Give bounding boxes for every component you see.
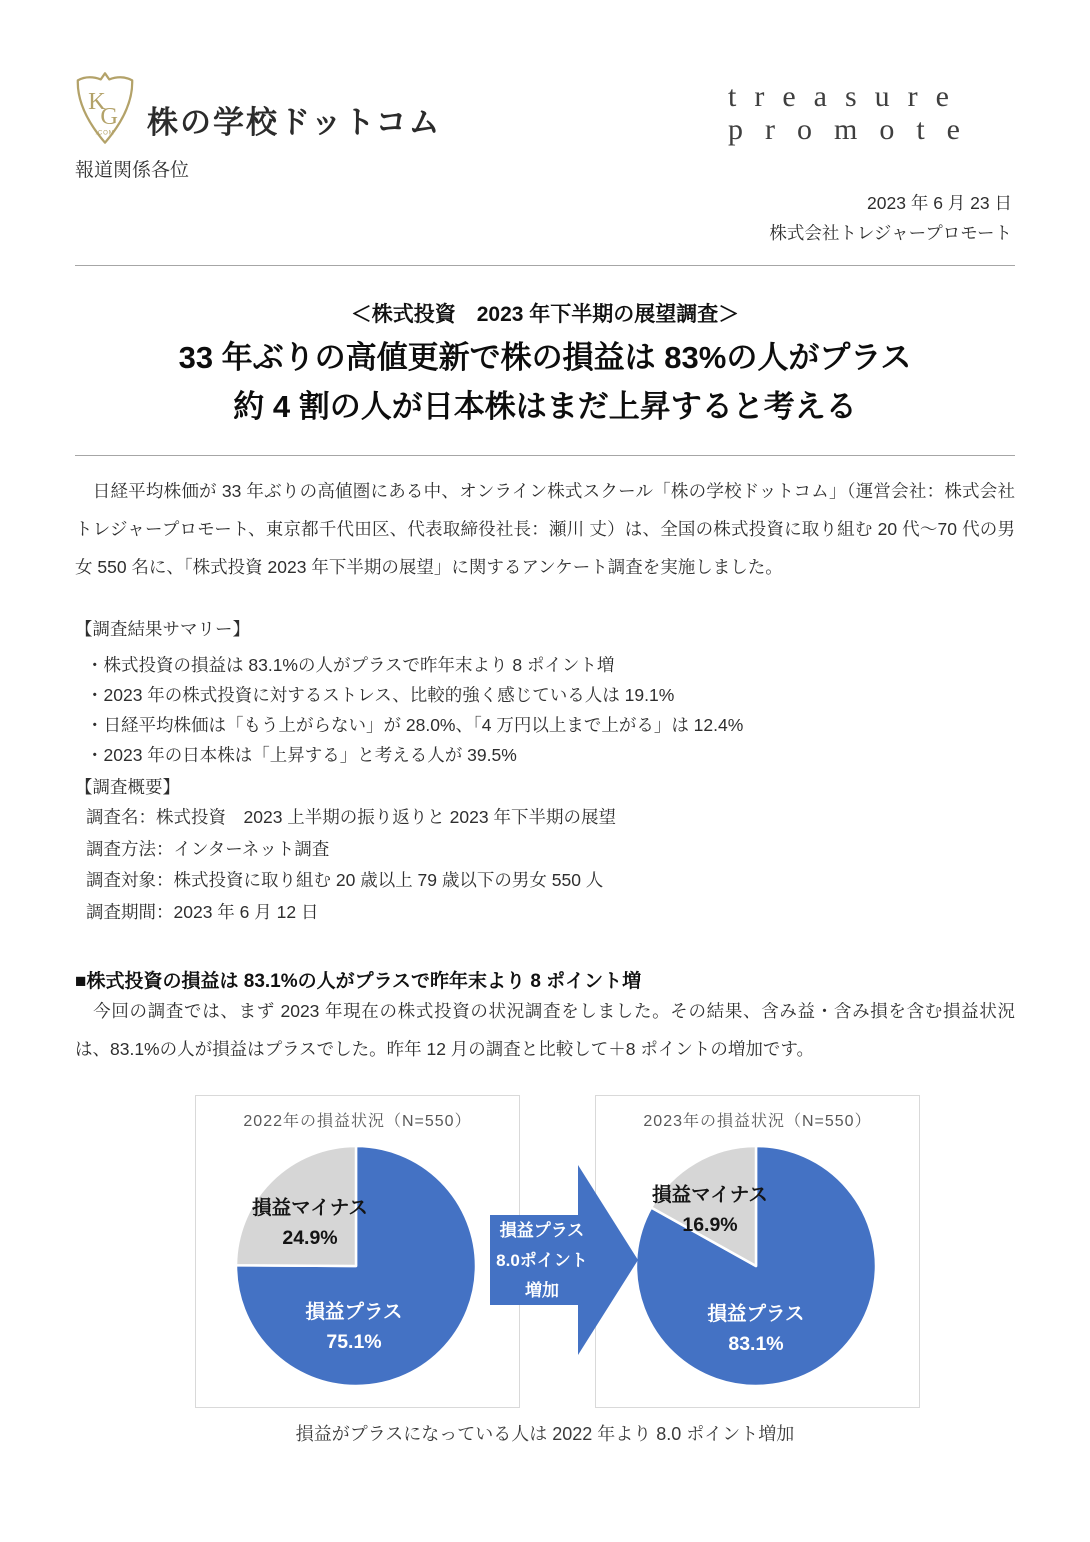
summary-item: ・2023 年の日本株は「上昇する」と考える人が 39.5% bbox=[86, 745, 517, 765]
section-paragraph: 今回の調査では、まず 2023 年現在の株式投資の状況調査をしました。その結果、含み益・含み損を含む損益状況は、83.1%の人が損益はプラスでした。昨年 12 月の調査と比較して＋8 ポイントの増加です。 bbox=[75, 1001, 1015, 1059]
slice-label-plus-2023 bbox=[708, 1299, 805, 1359]
headline-line1: 33 年ぶりの高値更新で株の損益は 83%の人がプラス bbox=[178, 340, 912, 375]
kg-shield-icon bbox=[75, 70, 135, 146]
arrow-text bbox=[493, 1163, 591, 1358]
slice-label-text: 損益マイナス bbox=[252, 1197, 368, 1219]
overview-item: 調査対象：株式投資に取り組む 20 歳以上 79 歳以下の男女 550 人 bbox=[86, 870, 604, 890]
slice-label-minus-2022 bbox=[252, 1193, 368, 1253]
svg-text:G: G bbox=[100, 102, 118, 130]
increase-arrow bbox=[490, 1163, 640, 1358]
svg-text:K: K bbox=[88, 87, 106, 115]
section-heading: ■株式投資の損益は 83.1%の人がプラスで昨年末より 8 ポイント増 bbox=[75, 971, 642, 992]
charts-row bbox=[75, 1095, 1015, 1407]
overview-item: 調査名：株式投資 2023 上半期の振り返りと 2023 年下半期の展望 bbox=[86, 807, 616, 827]
headline-line2: 約 4 割の人が日本株はまだ上昇すると考える bbox=[233, 389, 857, 424]
intro-paragraph: 日経平均株価が 33 年ぶりの高値圏にある中、オンライン株式スクール「株の学校ドットコム」（運営会社：株式会社トレジャープロモート、東京都千代田区、代表取締役社長：瀬川 丈）は、全国の株式投資に取り組む 20 代～70 代の男女 550 名に、「株式投資 2023 年下半期の展望」に関するアンケート調査を実施しました。 bbox=[75, 481, 1015, 577]
overview-item: 調査期間：2023 年 6 月 12 日 bbox=[86, 901, 319, 922]
chart-title-2023: 2023年の損益状況（N=550） bbox=[643, 1113, 872, 1130]
treasure-promote-logo bbox=[728, 80, 982, 146]
overview-list bbox=[86, 802, 616, 928]
treasure-logo-line2: promote bbox=[728, 113, 982, 146]
treasure-logo-line1: treasure bbox=[728, 80, 967, 113]
chart-caption: 損益がプラスになっている人は 2022 年より 8.0 ポイント増加 bbox=[295, 1424, 795, 1444]
chart-title-2022: 2022年の損益状況（N=550） bbox=[243, 1113, 472, 1130]
summary-item: ・株式投資の損益は 83.1%の人がプラスで昨年末より 8 ポイント増 bbox=[86, 655, 615, 675]
summary-item: ・日経平均株価は「もう上がらない」が 28.0%、「4 万円以上まで上がる」は 12.4% bbox=[86, 715, 744, 735]
overview-item: 調査方法：インターネット調査 bbox=[86, 838, 330, 859]
slice-label-text: 損益マイナス bbox=[652, 1184, 768, 1206]
summary-heading: 【調査結果サマリー】 bbox=[75, 619, 250, 639]
slice-label-minus-2023 bbox=[652, 1180, 768, 1240]
title-divider bbox=[75, 455, 1015, 456]
slice-label-value: 75.1% bbox=[326, 1331, 382, 1353]
top-divider bbox=[75, 265, 1015, 266]
brand-logo bbox=[75, 70, 442, 146]
slice-label-value: 16.9% bbox=[682, 1214, 738, 1236]
pie-chart-2022 bbox=[195, 1095, 520, 1408]
arrow-text-line: 増加 bbox=[525, 1280, 559, 1300]
recipient: 報道関係各位 bbox=[75, 160, 190, 181]
arrow-text-line: 8.0ポイント bbox=[496, 1250, 588, 1270]
survey-kicker: ＜株式投資 2023 年下半期の展望調査＞ bbox=[350, 303, 740, 326]
brand-name: 株の学校ドットコム bbox=[147, 105, 442, 140]
arrow-text-line: 損益プラス bbox=[499, 1220, 585, 1240]
company-name: 株式会社トレジャープロモート bbox=[769, 223, 1012, 243]
slice-label-text: 損益プラス bbox=[305, 1301, 403, 1323]
slice-label-text: 損益プラス bbox=[707, 1303, 805, 1325]
summary-list bbox=[86, 650, 743, 770]
press-date: 2023 年 6 月 23 日 bbox=[867, 193, 1012, 213]
svg-text:.COM: .COM bbox=[95, 129, 115, 137]
slice-label-plus-2022 bbox=[306, 1297, 403, 1357]
slice-label-value: 24.9% bbox=[282, 1227, 338, 1249]
pie-chart-2023 bbox=[595, 1095, 920, 1408]
summary-item: ・2023 年の株式投資に対するストレス、比較的強く感じている人は 19.1% bbox=[86, 685, 675, 705]
date-block bbox=[769, 188, 1012, 248]
slice-label-value: 83.1% bbox=[728, 1333, 784, 1355]
overview-heading: 【調査概要】 bbox=[75, 777, 180, 797]
